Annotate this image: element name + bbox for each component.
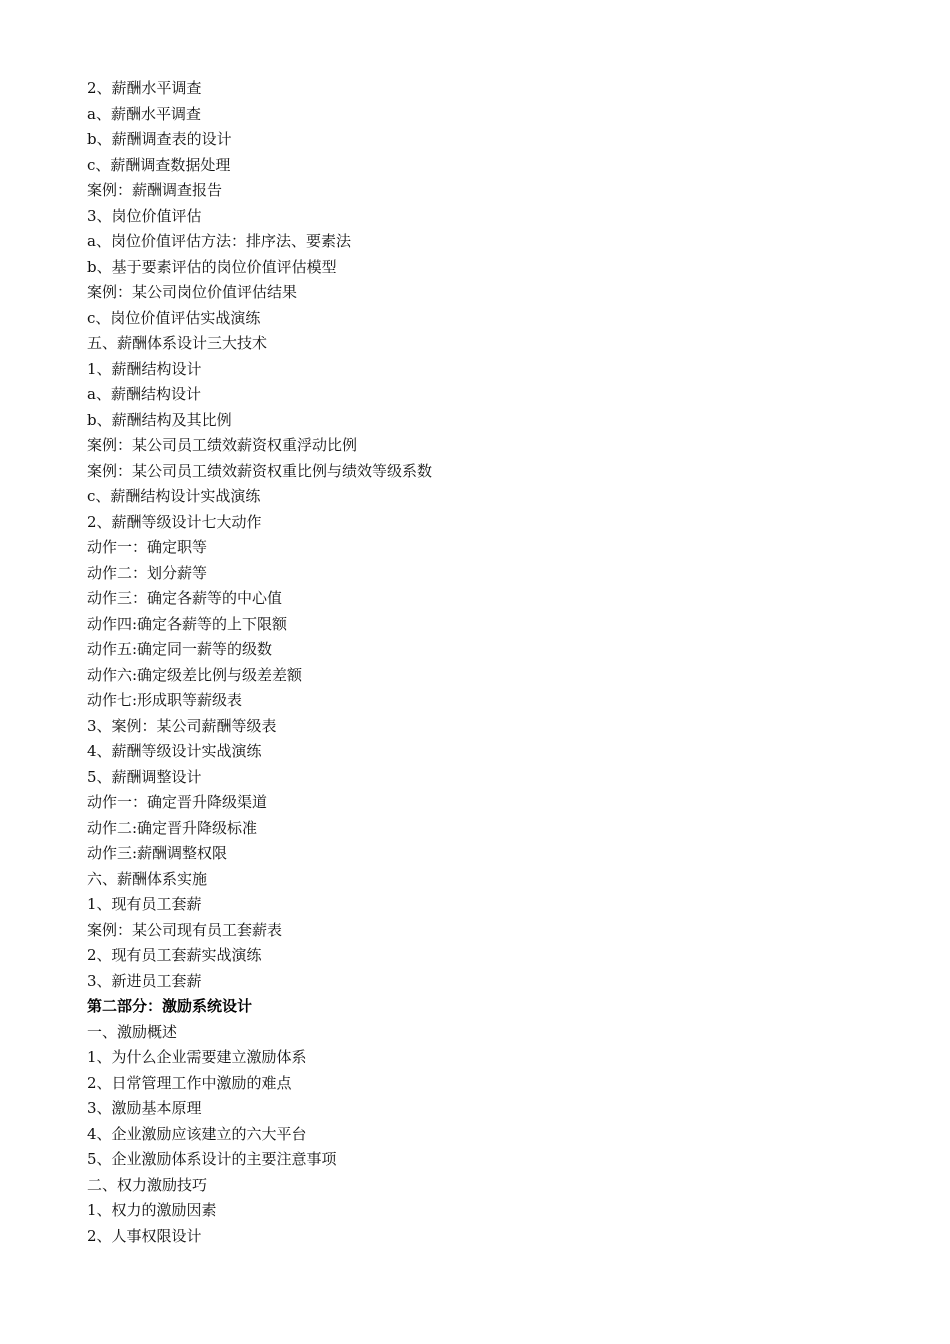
text-line: a、薪酬结构设计 [87, 385, 201, 403]
text-line: 一、激励概述 [87, 1022, 178, 1041]
text-line: 3、激励基本原理 [87, 1099, 202, 1117]
text-line: c、薪酬调查数据处理 [87, 155, 231, 174]
text-line: 5、企业激励体系设计的主要注意事项 [87, 1150, 337, 1168]
text-line: 1、权力的激励因素 [87, 1201, 217, 1219]
text-line: 案例：某公司岗位价值评估结果 [87, 283, 298, 301]
text-line: 案例：某公司员工绩效薪资权重浮动比例 [87, 436, 358, 454]
text-line: a、岗位价值评估方法：排序法、要素法 [87, 232, 351, 250]
text-line: 3、岗位价值评估 [87, 206, 202, 225]
section-heading: 第二部分：激励系统设计 [87, 997, 253, 1015]
text-line: 动作四:确定各薪等的上下限额 [87, 614, 288, 633]
text-line: 案例：薪酬调查报告 [87, 181, 223, 199]
text-line: 案例：某公司现有员工套薪表 [87, 920, 283, 939]
text-line: a、薪酬水平调查 [87, 104, 201, 123]
text-line: 5、薪酬调整设计 [87, 767, 202, 786]
text-line: b、薪酬调查表的设计 [87, 130, 232, 148]
text-line: 3、新进员工套薪 [87, 971, 202, 990]
text-line: 1、薪酬结构设计 [87, 359, 202, 378]
text-line: 案例：某公司员工绩效薪资权重比例与绩效等级系数 [87, 461, 433, 480]
text-line: 动作七:形成职等薪级表 [87, 691, 243, 709]
text-line: 动作六:确定级差比例与级差差额 [87, 665, 303, 684]
text-line: 动作二：划分薪等 [87, 563, 208, 582]
text-line: 动作一：确定晋升降级渠道 [87, 793, 268, 811]
text-line: 4、薪酬等级设计实战演练 [87, 742, 262, 760]
text-line: 动作一：确定职等 [87, 538, 208, 556]
text-line: 动作五:确定同一薪等的级数 [87, 640, 273, 658]
document-page [87, 76, 887, 1249]
text-line: 3、案例：某公司薪酬等级表 [87, 716, 277, 735]
text-line: 2、薪酬等级设计七大动作 [87, 512, 262, 531]
text-line: 六、薪酬体系实施 [87, 869, 208, 888]
text-line: 2、日常管理工作中激励的难点 [87, 1073, 292, 1092]
text-line: b、薪酬结构及其比例 [87, 410, 232, 429]
text-line: 动作三:薪酬调整权限 [87, 844, 228, 862]
text-line: c、薪酬结构设计实战演练 [87, 487, 261, 505]
text-line: 动作三：确定各薪等的中心值 [87, 589, 283, 607]
text-line: 五、薪酬体系设计三大技术 [87, 334, 268, 352]
text-line: 2、薪酬水平调查 [87, 79, 202, 97]
text-line: 2、现有员工套薪实战演练 [87, 946, 262, 964]
text-line: 动作二:确定晋升降级标准 [87, 818, 258, 837]
text-line: 二、权力激励技巧 [87, 1175, 208, 1194]
text-line: c、岗位价值评估实战演练 [87, 308, 261, 327]
text-line: 4、企业激励应该建立的六大平台 [87, 1124, 307, 1143]
text-line: b、基于要素评估的岗位价值评估模型 [87, 257, 337, 276]
text-line: 2、人事权限设计 [87, 1226, 202, 1245]
text-line: 1、为什么企业需要建立激励体系 [87, 1048, 307, 1066]
text-line: 1、现有员工套薪 [87, 895, 202, 913]
